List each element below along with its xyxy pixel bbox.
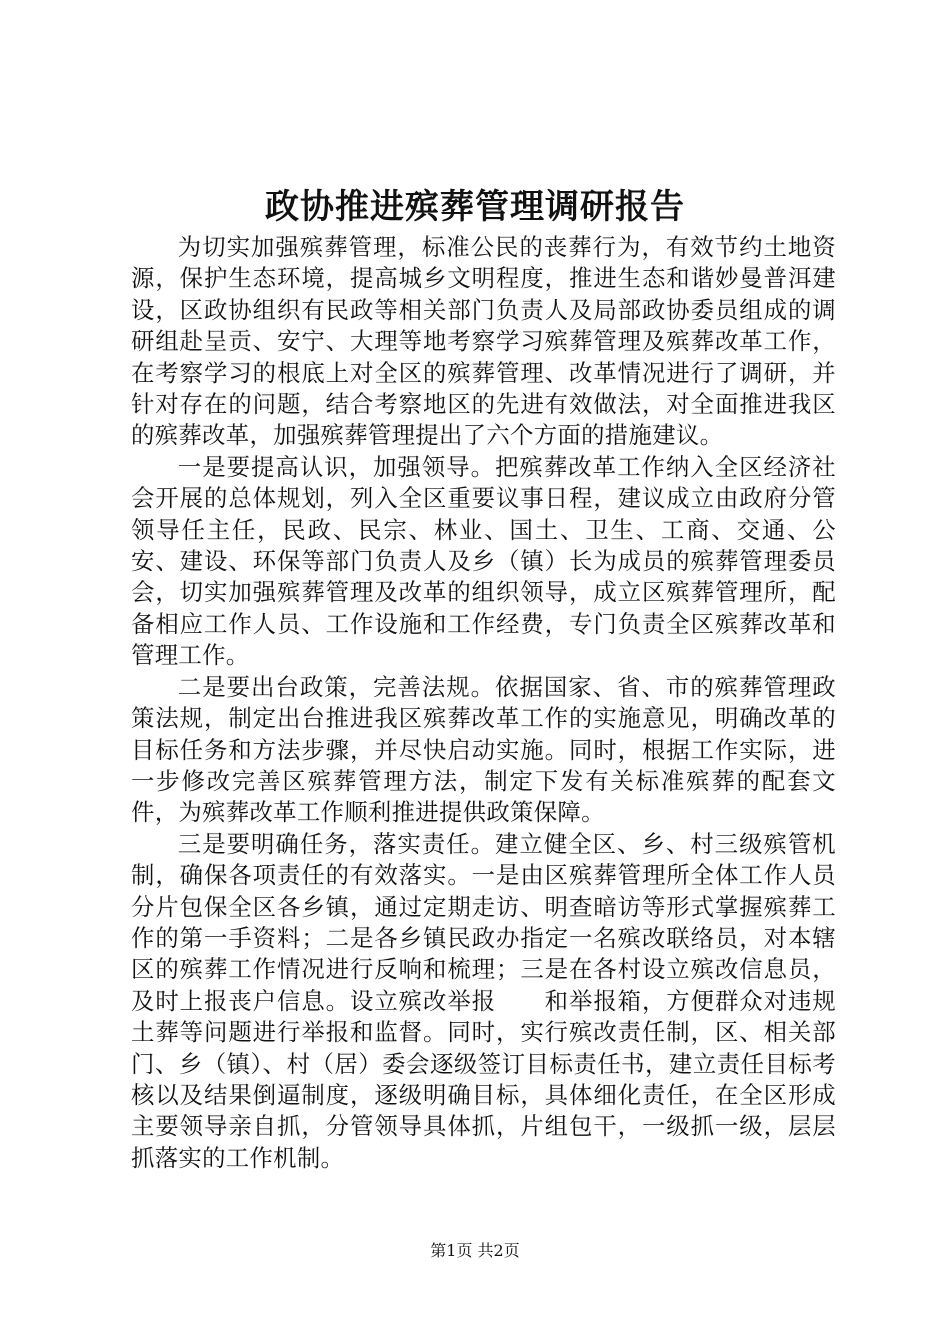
paragraph-two: 二是要出台政策，完善法规。依据国家、省、市的殡葬管理政策法规，制定出台推进我区殡葬改革工作的实施意见，明确改革的目标任务和方法步骤，并尽快启动实施。同时，根据工作实际，进一步修改完善区殡葬管理方法，制定下发有关标准殡葬的配套文件，为殡葬改革工作顺利推进提供政策保障。 xyxy=(131,672,836,827)
paragraph-one: 一是要提高认识，加强领导。把殡葬改革工作纳入全区经济社会开展的总体规划，列入全区重要议事日程，建议成立由政府分管领导任主任，民政、民宗、林业、国土、卫生、工商、交通、公安、建设、环保等部门负责人及乡（镇）长为成员的殡葬管理委员会，切实加强殡葬管理及改革的组织领导，成立区殡葬管理所，配备相应工作人员、工作设施和工作经费，专门负责全区殡葬改革和管理工作。 xyxy=(131,452,836,670)
page-number-footer: 第1页 共2页 xyxy=(430,1241,520,1260)
document-title: 政协推进殡葬管理调研报告 xyxy=(265,187,685,227)
document-body xyxy=(131,232,836,1174)
paragraph-intro: 为切实加强殡葬管理，标准公民的丧葬行为，有效节约土地资源，保护生态环境，提高城乡文明程度，推进生态和谐妙曼普洱建设，区政协组织有民政等相关部门负责人及局部政协委员组成的调研组赴呈贡、安宁、大理等地考察学习殡葬管理及殡葬改革工作，在考察学习的根底上对全区的殡葬管理、改革情况进行了调研，并针对存在的问题，结合考察地区的先进有效做法，对全面推进我区的殡葬改革，加强殡葬管理提出了六个方面的措施建议。 xyxy=(131,233,836,450)
paragraph-three: 三是要明确任务，落实责任。建立健全区、乡、村三级殡管机制，确保各项责任的有效落实。一是由区殡葬管理所全体工作人员分片包保全区各乡镇，通过定期走访、明查暗访等形式掌握殡葬工作的第一手资料；二是各乡镇民政办指定一名殡改联络员，对本辖区的殡葬工作情况进行反响和梳理；三是在各村设立殡改信息员，及时上报丧户信息。设立殡改举报 和举报箱，方便群众对违规土葬等问题进行举报和监督。同时，实行殡改责任制，区、相关部门、乡（镇）、村（居）委会逐级签订目标责任书，建立责任目标考核以及结果倒逼制度，逐级明确目标，具体细化责任，在全区形成主要领导亲自抓，分管领导具体抓，片组包干，一级抓一级，层层抓落实的工作机制。 xyxy=(131,829,836,1172)
